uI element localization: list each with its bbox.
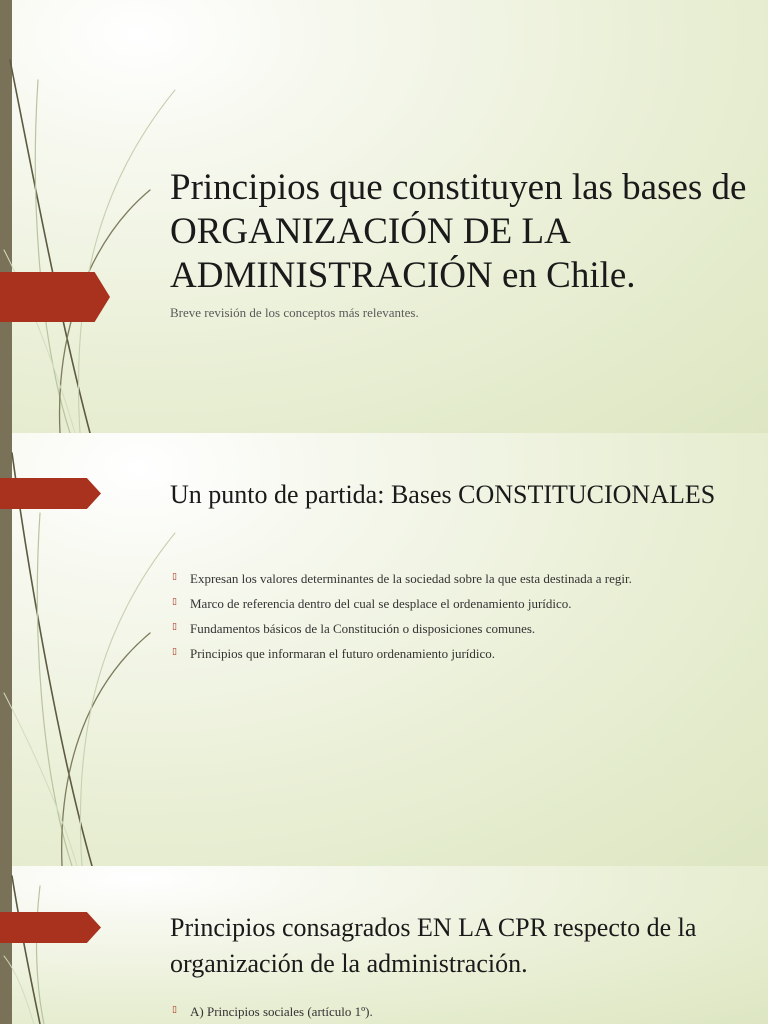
slide-1-subtitle: Breve revisión de los conceptos más relevantes. xyxy=(170,305,419,320)
list-item: ▯ Fundamentos básicos de la Constitución o disposiciones comunes. xyxy=(172,621,536,636)
slide-1-title: Principios que constituyen las bases de ORGANIZACIÓN DE LA ADMINISTRACIÓN en Chile. xyxy=(170,167,747,296)
slide-3-bullet-list xyxy=(172,1004,373,1029)
slide-3-title: Principios consagrados EN LA CPR respecto de la organización de la administración. xyxy=(170,913,697,978)
bullet-mark-icon: ▯ xyxy=(172,1005,177,1015)
list-item: ▯ Expresan los valores determinantes de la sociedad sobre la que esta destinada a regir. xyxy=(172,571,632,586)
list-item: ▯ A) Principios sociales (artículo 1º). xyxy=(172,1004,373,1019)
chevron-tab-icon xyxy=(0,272,110,322)
bullet-mark-icon: ▯ xyxy=(172,647,177,657)
bullet-mark-icon: ▯ xyxy=(172,572,177,582)
slide-2-bullet-list xyxy=(172,571,632,671)
chevron-tab-icon xyxy=(0,478,101,509)
bullet-mark-icon: ▯ xyxy=(172,597,177,607)
bullet-mark-icon: ▯ xyxy=(172,622,177,632)
list-item: ▯ Principios que informaran el futuro ordenamiento jurídico. xyxy=(172,646,496,661)
slide-1 xyxy=(0,0,768,433)
slide-2-title: Un punto de partida: Bases CONSTITUCIONALES xyxy=(170,480,716,509)
list-item: ▯ Marco de referencia dentro del cual se desplace el ordenamiento jurídico. xyxy=(172,596,572,611)
chevron-tab-icon xyxy=(0,912,101,943)
